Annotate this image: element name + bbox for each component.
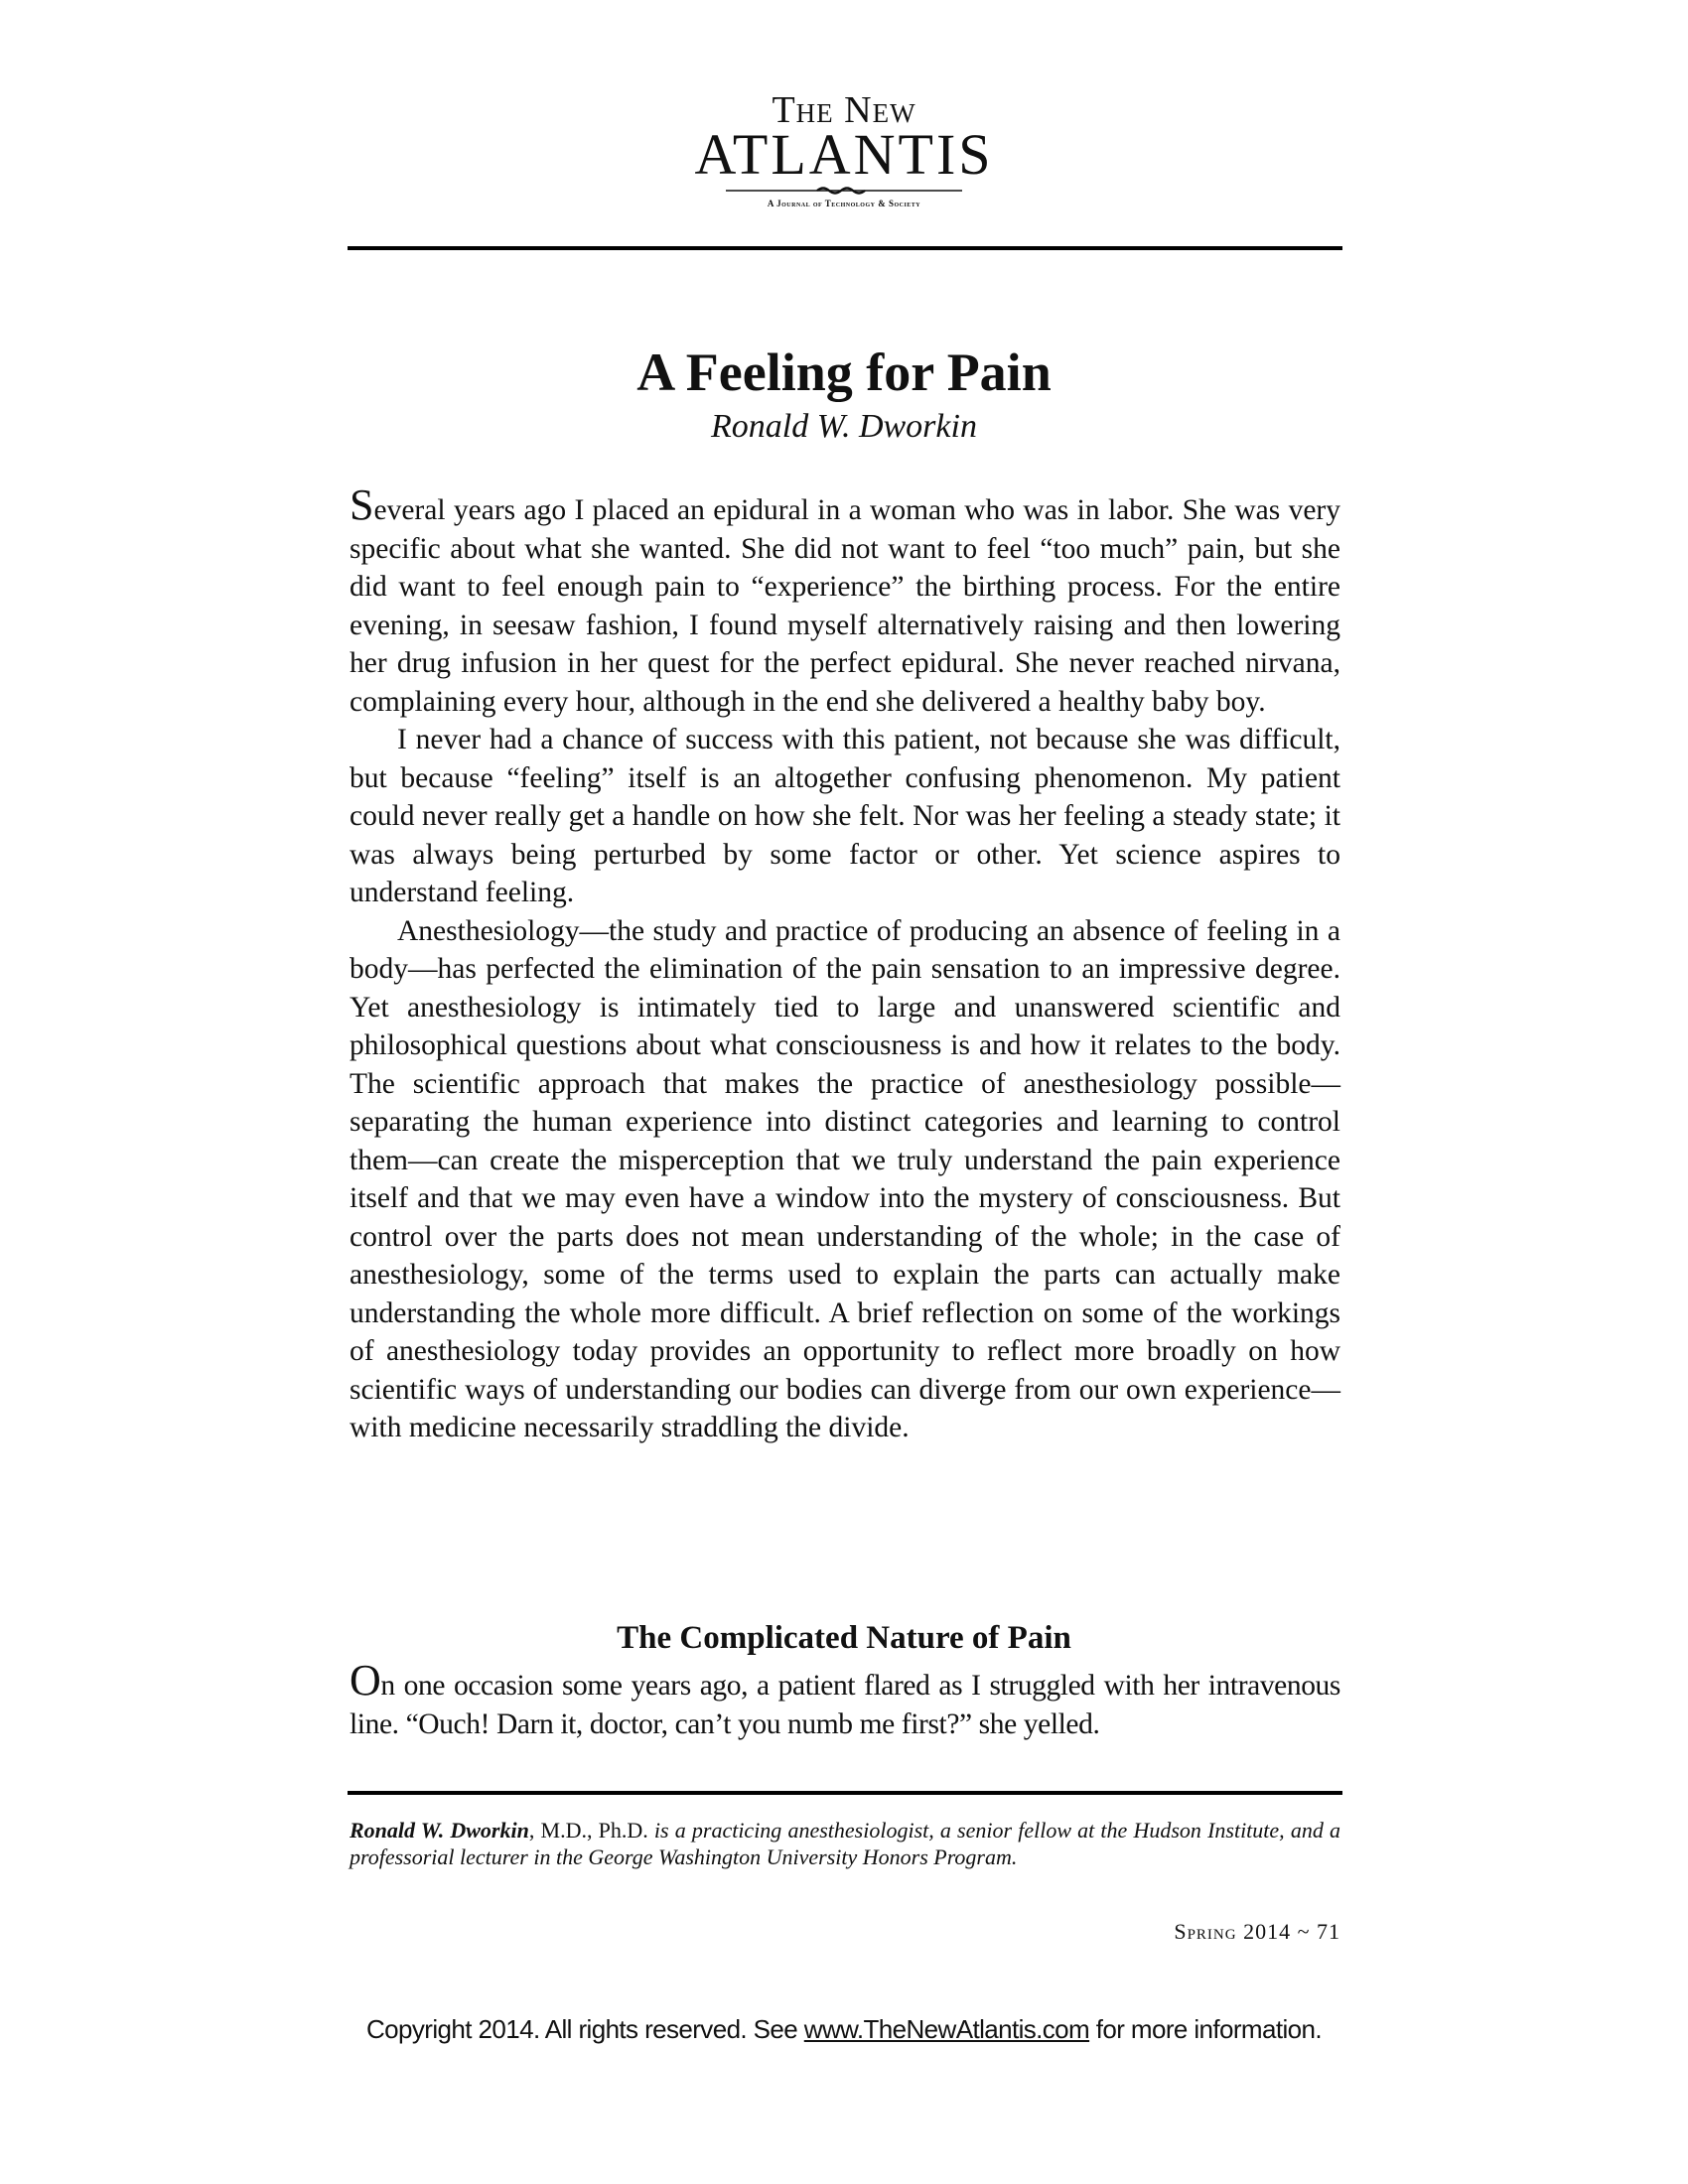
masthead-logo (0, 91, 1688, 208)
page-folio (993, 1918, 1340, 1946)
masthead-tagline: A Journal of Technology & Society (767, 199, 921, 208)
drop-cap: S (350, 480, 374, 529)
article-title: A Feeling for Pain (636, 342, 1052, 402)
masthead-line1: The New (772, 89, 916, 131)
paragraph-1: Several years ago I placed an epidural in a woman who was in labor. She was very specific about what she wanted. She did not want to feel “too much” pain, but she did want to feel enough pain to “experience” the birthing process. For the entire evening, in seesaw fashion, I found myself alternatively raising and then lowering her drug infusion in her quest for the perfect epidural. She never reached nirvana, complaining every hour, although in the end she delivered a healthy baby boy. (350, 480, 1340, 718)
article-byline: Ronald W. Dworkin (711, 408, 977, 445)
section-paragraph: On one occasion some years ago, a patient flared as I struggled with her intravenous line. “Ouch! Darn it, doctor, can’t you numb me first?” she yelled. (350, 1656, 1340, 1740)
page-number: 71 (1317, 1919, 1340, 1944)
folio-separator: ~ (1291, 1919, 1317, 1944)
website-link[interactable]: www.TheNewAtlantis.com (803, 2014, 1090, 2044)
masthead-line2: ATLANTIS (694, 122, 994, 187)
wave-ornament-icon (726, 185, 962, 197)
bio-degrees: , M.D., Ph.D. (528, 1818, 648, 1843)
header-rule (348, 246, 1342, 250)
copyright-notice: Copyright 2014. All rights reserved. See www.TheNewAtlantis.com for more information. (366, 2014, 1322, 2044)
paragraph-2: I never had a chance of success with this patient, not because she was difficult, but because “feeling” itself is an altogether confusing phenomenon. My patient could never really get a handle on how she felt. Nor was her feeling a steady state; it was always being perturbed by some factor or other. Yet science aspires to understand feeling. (350, 724, 1340, 908)
bio-author-name: Ronald W. Dworkin (350, 1818, 529, 1843)
section-body (350, 1656, 1340, 1743)
article-body (350, 480, 1340, 1447)
author-bio (350, 1817, 1340, 1870)
issue-season: Spring 2014 (1174, 1919, 1292, 1944)
footnote-rule (348, 1791, 1342, 1795)
section-heading: The Complicated Nature of Pain (617, 1620, 1071, 1656)
paragraph-3: Anesthesiology—the study and practice of producing an absence of feeling in a body—has perfected the elimination of the pain sensation to an impressive degree. Yet anesthesiology is intimately tied to large and unanswered scientific and philosophical questions about what consciousness is and how it relates to the body. The scientific approach that makes the practice of anesthesiology possible—separating the human experience into distinct categories and learning to control them—can create the misperception that we truly understand the pain experience itself and that we may even have a window into the mystery of consciousness. But control over the parts does not mean understanding of the whole; in the case of anesthesiology, some of the terms used to explain the parts can actually make understanding the whole more difficult. A brief reflection on some of the workings of anesthesiology today provides an opportunity to reflect more broadly on how scientific ways of understanding our bodies can diverge from our own experience—with medicine necessarily straddling the divide. (350, 914, 1340, 1443)
bio-text: is a practicing anesthesiologist, a senior fellow at the Hudson Institute, and a professorial lecturer in the George Washington University Honors Program. (350, 1818, 1340, 1869)
drop-cap: O (350, 1656, 381, 1705)
